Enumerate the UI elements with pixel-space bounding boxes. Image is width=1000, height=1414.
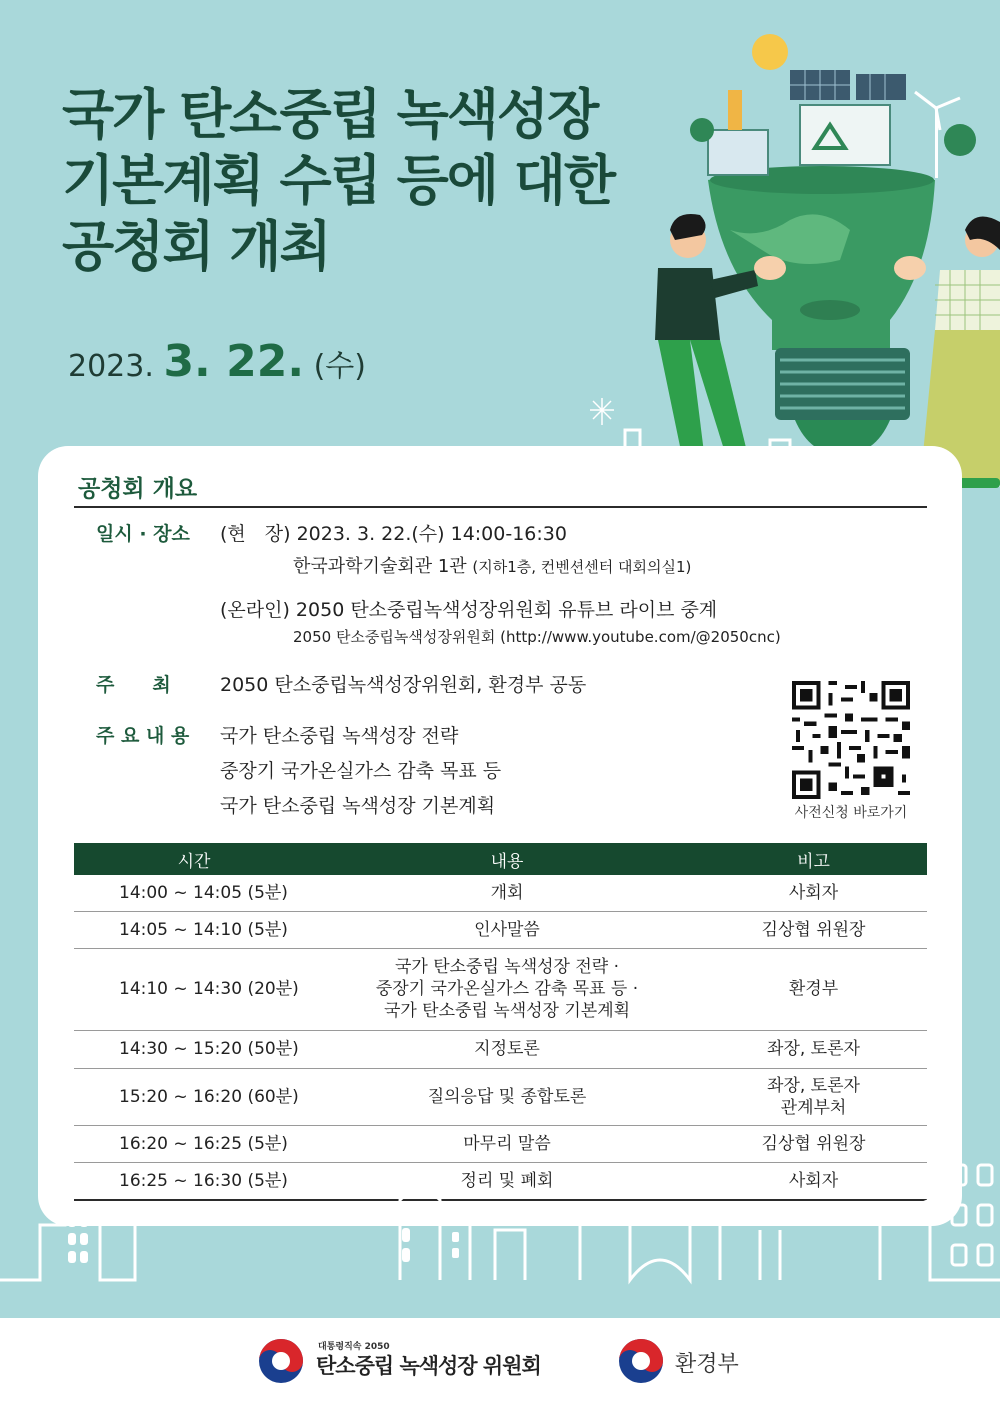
venue-detail: (지하1층, 컨벤션센터 대회의실1) bbox=[472, 558, 692, 576]
row-content-line: 국가 탄소중립 녹색성장 전략 · bbox=[394, 957, 620, 977]
table-row bbox=[74, 948, 927, 1030]
title-line-2: 기본계획 수립 등에 대한 bbox=[62, 149, 615, 212]
row-time: 14:10 ~ 14:30 (20분) bbox=[74, 948, 314, 1030]
ministry-name: 환경부 bbox=[675, 1352, 739, 1377]
date-year: 2023. bbox=[68, 349, 154, 384]
online-info: (온라인) 2050 탄소중립녹색성장위원회 유튜브 라이브 중계 bbox=[220, 599, 718, 621]
row-content-line: 중장기 국가온실가스 감축 목표 등 · bbox=[375, 979, 639, 999]
table-row bbox=[74, 1068, 927, 1125]
row-note-line: 좌장, 토론자 bbox=[767, 1075, 860, 1096]
table-row bbox=[74, 911, 927, 948]
header-time: 시간 bbox=[74, 843, 314, 875]
row-time: 16:20 ~ 16:25 (5분) bbox=[74, 1125, 314, 1162]
event-date bbox=[68, 336, 366, 387]
row-content: 지정토론 bbox=[314, 1030, 700, 1068]
title-line-3: 공청회 개최 bbox=[62, 215, 330, 278]
row-time: 15:20 ~ 16:20 (60분) bbox=[74, 1068, 314, 1125]
header-note: 비고 bbox=[700, 843, 927, 875]
row-note-line: 관계부처 bbox=[780, 1097, 847, 1118]
row-note: 김상협 위원장 bbox=[700, 1125, 927, 1162]
datetime-label: 일시 · 장소 bbox=[96, 523, 190, 545]
row-content: 마무리 말씀 bbox=[314, 1125, 700, 1162]
venue-info bbox=[293, 552, 691, 578]
government-emblem-icon bbox=[618, 1338, 664, 1384]
row-note: 김상협 위원장 bbox=[700, 911, 927, 948]
table-row bbox=[74, 875, 927, 911]
row-content: 질의응답 및 종합토론 bbox=[314, 1068, 700, 1125]
skyline-decoration bbox=[0, 1120, 1000, 1320]
table-row bbox=[74, 1030, 927, 1068]
overview-heading: 공청회 개요 bbox=[78, 476, 198, 502]
content-label: 주 요 내 용 bbox=[96, 725, 190, 747]
committee-name: 탄소중립 녹색성장 위원회 bbox=[316, 1354, 541, 1378]
date-month-day: 3. 22. bbox=[163, 336, 305, 387]
online-detail: 2050 탄소중립녹색성장위원회 (http://www.youtube.com/@2050cnc) bbox=[293, 628, 781, 646]
host-info: 2050 탄소중립녹색성장위원회, 환경부 공동 bbox=[220, 674, 587, 696]
content-item-3: 국가 탄소중립 녹색성장 기본계획 bbox=[220, 795, 496, 817]
header-content: 내용 bbox=[314, 843, 700, 875]
row-content: 정리 및 폐회 bbox=[314, 1162, 700, 1200]
row-note: 환경부 bbox=[700, 948, 927, 1030]
row-note bbox=[700, 1068, 927, 1125]
green-earth-illustration bbox=[590, 30, 1000, 500]
taegeuk-emblem-icon bbox=[258, 1338, 304, 1384]
row-content: 개회 bbox=[314, 875, 700, 911]
date-weekday: (수) bbox=[313, 349, 366, 384]
row-content bbox=[314, 948, 700, 1030]
venue-name: 한국과학기술회관 1관 bbox=[293, 556, 467, 577]
row-time: 16:25 ~ 16:30 (5분) bbox=[74, 1162, 314, 1200]
qr-code[interactable] bbox=[792, 681, 910, 799]
row-note: 사회자 bbox=[700, 1162, 927, 1200]
row-content: 인사말씀 bbox=[314, 911, 700, 948]
row-time: 14:00 ~ 14:05 (5분) bbox=[74, 875, 314, 911]
row-note: 좌장, 토론자 bbox=[700, 1030, 927, 1068]
row-time: 14:30 ~ 15:20 (50분) bbox=[74, 1030, 314, 1068]
content-item-1: 국가 탄소중립 녹색성장 전략 bbox=[220, 725, 459, 747]
qr-caption: 사전신청 바로가기 bbox=[794, 805, 908, 821]
table-header-row bbox=[74, 843, 927, 875]
row-time: 14:05 ~ 14:10 (5분) bbox=[74, 911, 314, 948]
host-label: 주 최 bbox=[96, 674, 171, 696]
content-item-2: 중장기 국가온실가스 감축 목표 등 bbox=[220, 760, 502, 782]
row-content-line: 국가 탄소중립 녹색성장 기본계획 bbox=[383, 1001, 631, 1021]
committee-prefix: 대통령직속 2050 bbox=[318, 1342, 390, 1352]
title-line-1: 국가 탄소중립 녹색성장 bbox=[62, 83, 598, 146]
heading-divider bbox=[74, 506, 927, 508]
poster-title bbox=[62, 82, 614, 280]
onsite-info: (현 장) 2023. 3. 22.(수) 14:00-16:30 bbox=[220, 523, 567, 545]
row-note: 사회자 bbox=[700, 875, 927, 911]
